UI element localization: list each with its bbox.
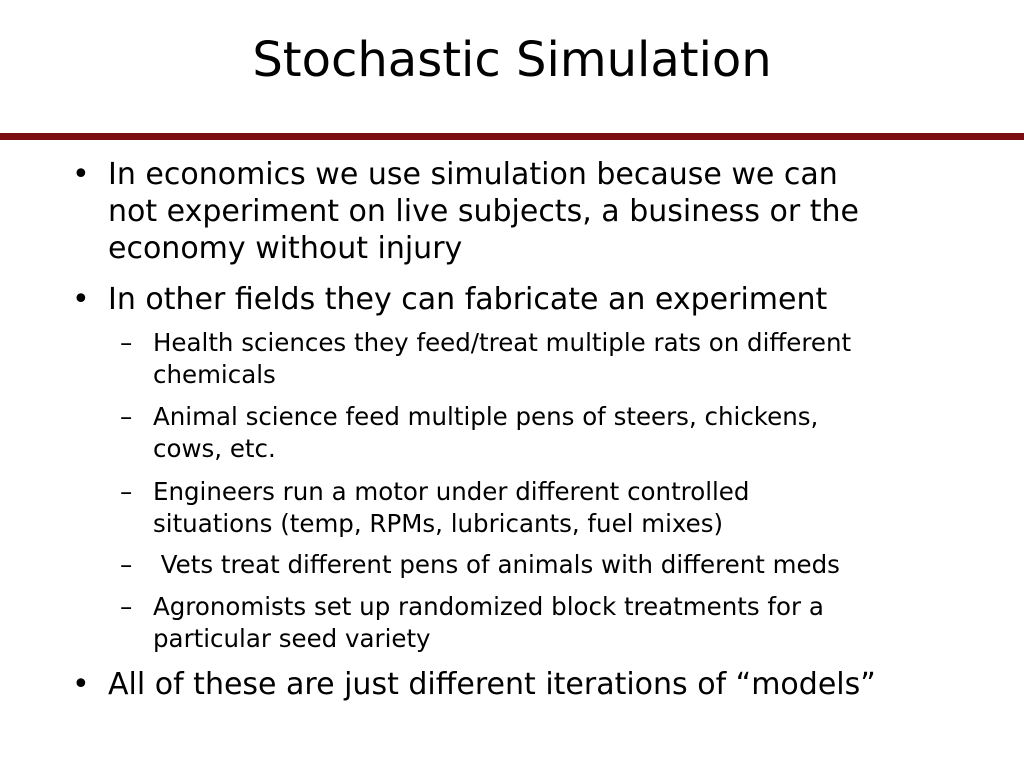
sub-bullet-line: cows, etc.	[153, 434, 276, 463]
sub-bullet-line: situations (temp, RPMs, lubricants, fuel mixes)	[153, 509, 724, 538]
bullet-line: In other fields they can fabricate an experiment	[108, 282, 828, 317]
sub-bullet-marker: –	[120, 328, 133, 357]
bullet-marker: •	[72, 282, 90, 317]
bullet-marker: •	[72, 157, 90, 192]
sub-bullet-engineers	[120, 476, 1010, 540]
slide-title: Stochastic Simulation	[252, 32, 772, 88]
sub-bullet-line: chemicals	[153, 360, 276, 389]
sub-bullet-marker: –	[120, 592, 133, 621]
sub-bullet-line: Engineers run a motor under different controlled	[153, 477, 750, 506]
bullet-marker: •	[72, 667, 90, 702]
sub-bullet-marker: –	[120, 477, 133, 506]
sub-bullet-animal-science	[120, 401, 1010, 465]
title-divider	[0, 133, 1024, 140]
bullet-economics	[72, 156, 1002, 267]
bullet-other-fields	[72, 281, 1002, 318]
sub-bullet-line: Vets treat different pens of animals with different meds	[153, 550, 840, 579]
sub-bullet-agronomists	[120, 591, 1010, 655]
sub-bullet-vets	[120, 549, 1010, 581]
bullet-line: not experiment on live subjects, a business or the	[108, 194, 859, 229]
sub-bullet-line: particular seed variety	[153, 624, 431, 653]
sub-bullet-marker: –	[120, 402, 133, 431]
sub-bullet-marker: –	[120, 550, 133, 579]
sub-bullet-line: Agronomists set up randomized block treatments for a	[153, 592, 824, 621]
sub-bullet-health-sciences	[120, 327, 1010, 391]
bullet-line: All of these are just different iterations of “models”	[108, 667, 876, 702]
sub-bullet-line: Health sciences they feed/treat multiple rats on different	[153, 328, 852, 357]
bullet-line: economy without injury	[108, 231, 463, 266]
bullet-line: In economics we use simulation because we can	[108, 157, 838, 192]
sub-bullet-line: Animal science feed multiple pens of steers, chickens,	[153, 402, 819, 431]
bullet-models	[72, 666, 1002, 703]
